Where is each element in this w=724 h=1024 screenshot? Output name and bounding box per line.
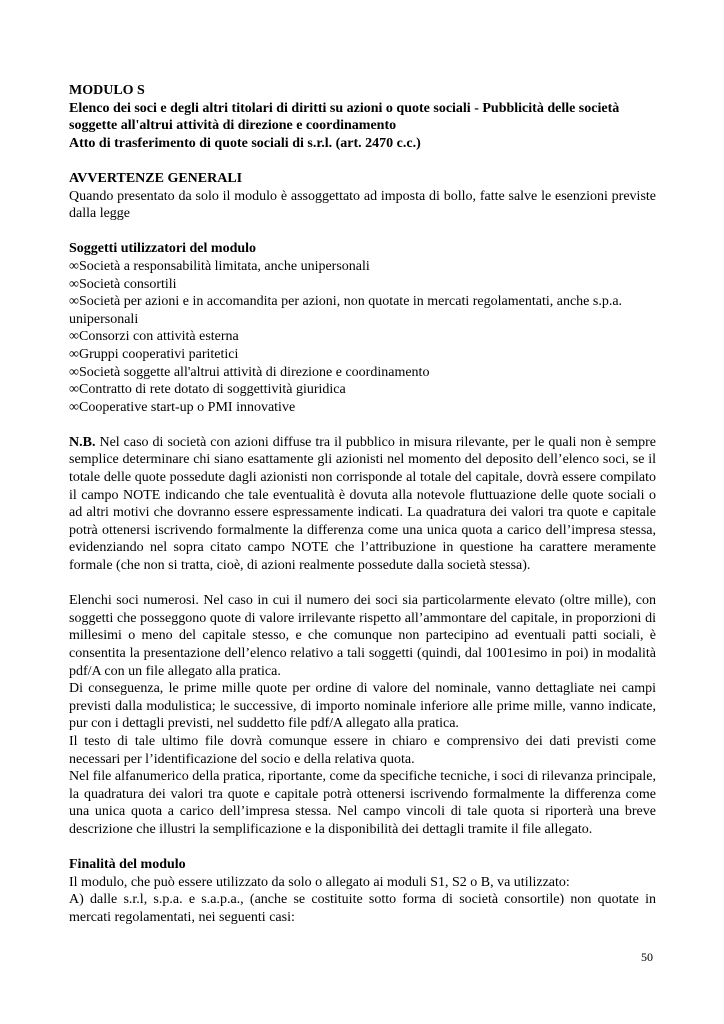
list-item: ∞Consorzi con attività esterna <box>69 329 239 345</box>
infinity-bullet-icon: ∞ <box>69 276 79 292</box>
infinity-bullet-icon: ∞ <box>69 346 79 362</box>
spacer <box>69 575 656 593</box>
list-item: ∞Cooperative start-up o PMI innovative <box>69 399 296 415</box>
soggetti-title: Soggetti utilizzatori del modulo <box>69 241 257 257</box>
spacer <box>69 839 656 857</box>
elenchi-paragraph: Elenchi soci numerosi. Nel caso in cui il numero dei soci sia particolarmente elevato (oltre mille), con soggetti che posseggono quote di valore irrilevante rispetto all’ammontare del capitale, in proporzioni di millesimi o meno del capitale stesso, e che comunque non partecipino ad eventuali patti sociali, è consentita la presentazione dell’elenco relativo a tali soggetti (quindi, dal 1001esimo in poi) in modalità pdf/A con un file allegato alla pratica. <box>69 593 656 679</box>
module-subtitle-2: Atto di trasferimento di quote sociali di s.r.l. (art. 2470 c.c.) <box>69 135 421 151</box>
nb-paragraph <box>69 434 656 575</box>
avvertenze-title: AVVERTENZE GENERALI <box>69 170 243 186</box>
infinity-bullet-icon: ∞ <box>69 329 79 345</box>
infinity-bullet-icon: ∞ <box>69 364 79 380</box>
list-item: ∞Gruppi cooperativi paritetici <box>69 346 239 362</box>
module-subtitle: Elenco dei soci e degli altri titolari di diritti su azioni o quote sociali - Pubblicità delle società soggette all'altrui attività di direzione e coordinamento <box>69 100 620 134</box>
document-page <box>69 82 656 927</box>
page-number: 50 <box>641 950 653 964</box>
elenchi-paragraph: Il testo di tale ultimo file dovrà comunque essere in chiaro e comprensivo dei dati previsti come necessari per l’identificazione del socio e della relativa quota. <box>69 733 656 767</box>
finalita-title: Finalità del modulo <box>69 857 186 873</box>
infinity-bullet-icon: ∞ <box>69 399 79 415</box>
list-item: ∞Contratto di rete dotato di soggettività giuridica <box>69 382 346 398</box>
nb-text: Nel caso di società con azioni diffuse tra il pubblico in misura rilevante, per le quali non è sempre semplice determinare chi siano esattamente gli azionisti nel momento del deposito dell’elenco soci, se il totale delle quote possedute dagli azionisti non corrisponde al totale del capitale, dovrà essere compilato il campo NOTE indicando che tale eventualità è dovuta alla notevole fluttuazione delle quote sociali o ad altri motivi che dovranno essere espressamente indicati. La quadratura dei valori tra quote e capitale potrà ottenersi iscrivendo formalmente la differenza come una unica quota a carico dell’impresa stessa, evidenziando nel sopra citato campo NOTE che l’attribuzione in questione ha carattere meramente formale (che non si tratta, cioè, di azioni realmente possedute dalla società stessa). <box>69 434 656 574</box>
list-item: ∞Società soggette all'altrui attività di direzione e coordinamento <box>69 364 430 380</box>
module-title: MODULO S <box>69 83 145 98</box>
list-item: ∞Società a responsabilità limitata, anche unipersonali <box>69 258 370 274</box>
spacer <box>69 416 656 434</box>
spacer <box>69 223 656 241</box>
infinity-bullet-icon: ∞ <box>69 382 79 398</box>
nb-label: N.B. <box>69 434 96 450</box>
finalita-point-a: A) dalle s.r.l, s.p.a. e s.a.p.a., (anche se costituite sotto forma di società consortile) non quotate in mercati regolamentati, nei seguenti casi: <box>69 892 656 925</box>
infinity-bullet-icon: ∞ <box>69 258 79 274</box>
avvertenze-text: Quando presentato da solo il modulo è assoggettato ad imposta di bollo, fatte salve le esenzioni previste dalla legge <box>69 188 656 222</box>
spacer <box>69 152 656 170</box>
finalita-intro: Il modulo, che può essere utilizzato da solo o allegato ai moduli S1, S2 o B, va utilizzato: <box>69 874 570 890</box>
list-item: ∞Società consortili <box>69 276 177 292</box>
elenchi-paragraph: Di conseguenza, le prime mille quote per ordine di valore del nominale, vanno dettagliate nei campi previsti dalla modulistica; le successive, di importo nominale inferiore alle prime mille, vanno indicate, pur con i dettagli previsti, nel suddetto file pdf/A allegato alla pratica. <box>69 681 656 732</box>
elenchi-paragraph: Nel file alfanumerico della pratica, riportante, come da specifiche tecniche, i soci di rilevanza principale, la quadratura dei valori tra quote e capitale potrà ottenersi iscrivendo formalmente la differenza come una unica quota a carico dell’impresa stessa. Nel campo vincoli di tale quota si riporterà una breve descrizione che illustri la semplificazione e la disponibilità dei dettagli tramite il file allegato. <box>69 769 656 837</box>
soggetti-list <box>69 258 656 416</box>
list-item: ∞Società per azioni e in accomandita per azioni, non quotate in mercati regolamentati, anche s.p.a. unipersonali <box>69 294 623 327</box>
infinity-bullet-icon: ∞ <box>69 294 79 310</box>
